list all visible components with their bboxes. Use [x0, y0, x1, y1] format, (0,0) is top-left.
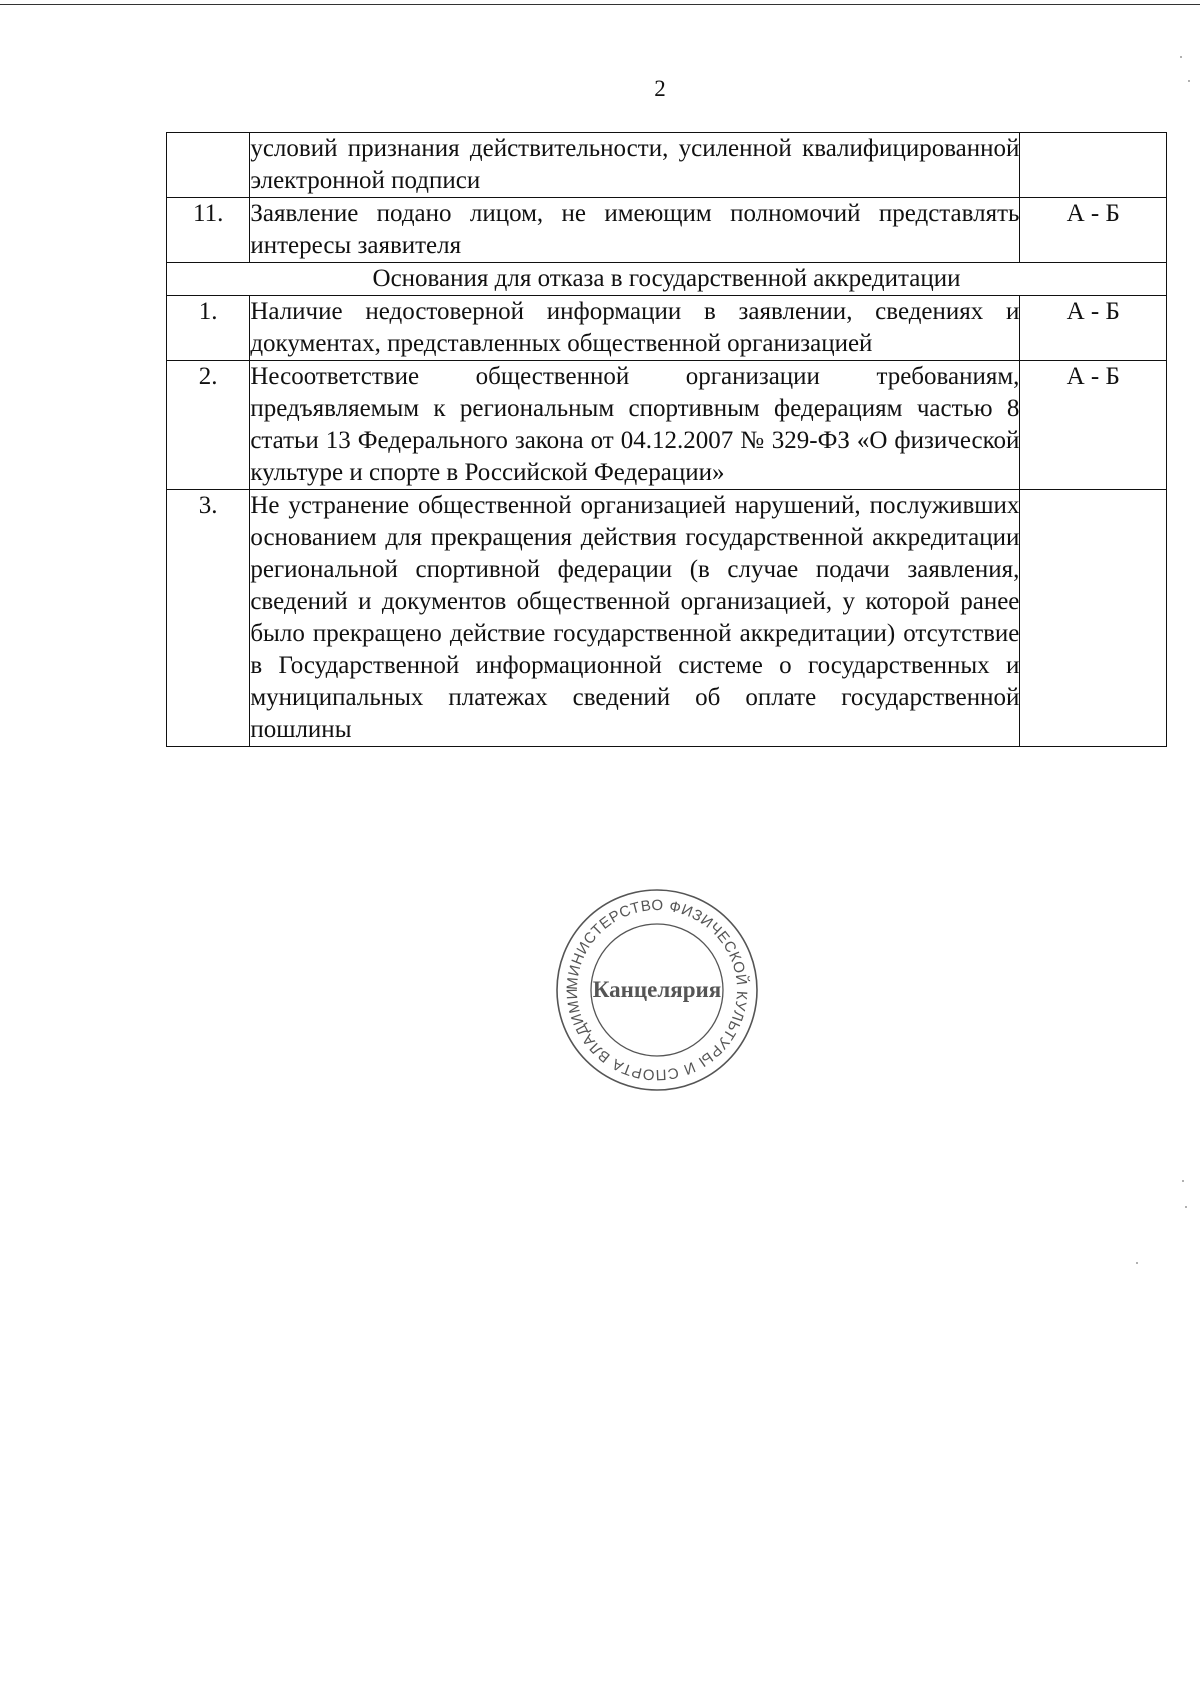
table-row	[167, 490, 1167, 747]
row-code	[1020, 133, 1167, 198]
section-title: Основания для отказа в государственной аккредитации	[167, 263, 1167, 296]
stamp-seal-icon	[552, 885, 762, 1095]
row-number: 1.	[167, 296, 250, 361]
row-text: Заявление подано лицом, не имеющим полномочий представлять интересы заявителя	[250, 198, 1020, 263]
office-stamp	[552, 885, 762, 1095]
row-number: 11.	[167, 198, 250, 263]
section-header-row	[167, 263, 1167, 296]
stamp-center-text: Канцелярия	[592, 977, 722, 1002]
table-row	[167, 296, 1167, 361]
row-text: Несоответствие общественной организации требованиям, предъявляемым к региональным спортивным федерациям частью 8 статьи 13 Федерального закона от 04.12.2007 № 329-ФЗ «О физической культуре и спорте в Российской Федерации»	[250, 361, 1020, 490]
row-code: А - Б	[1020, 296, 1167, 361]
row-number	[167, 133, 250, 198]
stamp-ring-text: МИНИСТЕРСТВО ФИЗИЧЕСКОЙ КУЛЬТУРЫ И СПОРТА ВЛАДИМИ	[563, 896, 751, 1084]
row-text: Наличие недостоверной информации в заявлении, сведениях и документах, представленных общественной организацией	[250, 296, 1020, 361]
requirements-table	[166, 132, 1167, 747]
row-code	[1020, 490, 1167, 747]
row-code: А - Б	[1020, 198, 1167, 263]
row-text: условий признания действительности, усиленной квалифицированной электронной подписи	[250, 133, 1020, 198]
row-code: А - Б	[1020, 361, 1167, 490]
row-text: Не устранение общественной организацией нарушений, послуживших основанием для прекращения действия государственной аккредитации региональной спортивной федерации (в случае подачи заявления, сведений и документов общественной организацией, у которой ранее было прекращено действие государственной аккредитации) отсутствие в Государственной информационной системе о государственных и муниципальных платежах сведений об оплате государственной пошлины	[250, 490, 1020, 747]
top-rule	[0, 4, 1200, 5]
table-row	[167, 361, 1167, 490]
table-row	[167, 133, 1167, 198]
page-number: 2	[654, 76, 666, 101]
row-number: 3.	[167, 490, 250, 747]
table-row	[167, 198, 1167, 263]
row-number: 2.	[167, 361, 250, 490]
